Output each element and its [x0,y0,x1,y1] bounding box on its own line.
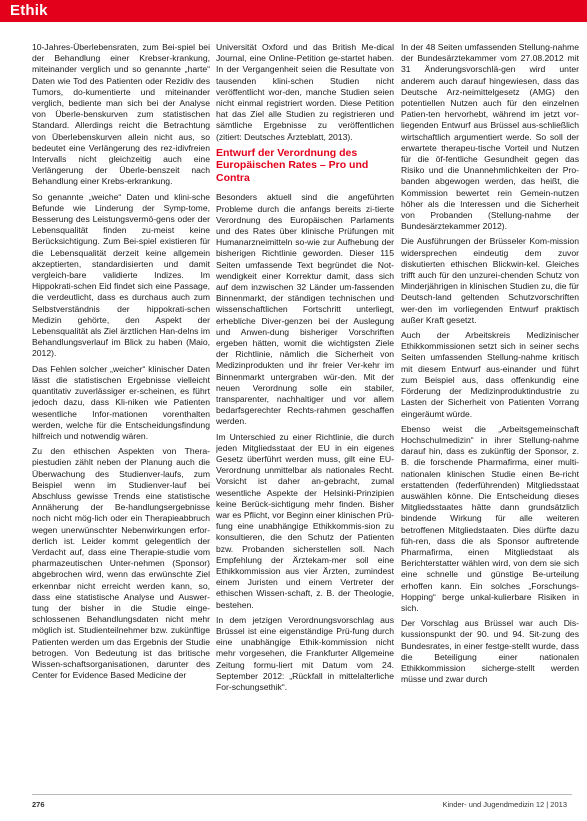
paragraph: Besonders aktuell sind die angeführten Probleme durch die anfangs bereits zi-tierte Verordnung des Europäischen Parlaments und des Rates über klinische Prüfungen mit Humanarzneimitteln so-wie zur Aufhebung der bisherigen Richtlinie geworden. Dieser 115 Seiten umfassende Text begründet die Not-wendigkeit einer Korrektur damit, dass sich auf dem inzwischen 32 Länder um-fassenden Binnenmarkt, der ständigen technischen und wissenschaftlichen Fortschritt unterliegt, erhebliche Diver-genzen bei der Auslegung und Anwen-dung bisheriger Vorschriften ergeben hätten, womit die wichtigsten Ziele der Richtlinie, nämlich die Sicherheit von Medizinprodukten und ihr freier Ver-kehr im Binnenmarkt untergraben wür-den. Mit der neuen Verordnung solle ein stabiler, transparenter, nachhaltiger und vor allem bedarfsgerechter Rechts-rahmen geschaffen werden. [216,192,394,427]
column-1 [32,42,210,790]
paragraph: Im Unterschied zu einer Richtlinie, die durch jeden Mitgliedsstaat der EU in ein eigenes Gesetz überführt werden muss, gilt eine EU-Verordnung unmittelbar als nationales Recht. Vorsicht ist daher an-gebracht, zumal wesentliche Aspekte der Helsinki-Prinzipien keine Berück-sichtigung mehr finden. Bisher war es Pflicht, vor Beginn einer klinischen Prü-fung eine unabhängige Ethikkommis-sion zu konsultieren, die den Schutz der Patienten bzw. Probanden sicherstellen soll. Nach Empfehlung der Ärztekam-mer soll eine Ethikkommission aus vier Ärzten, zumindest einem Juristen und einem Vertreter der ethischen Wissen-schaft, z. B. der Theologie, bestehen. [216,431,394,610]
paragraph: So genannte „weiche“ Daten und klini-sche Befunde wie Linderung der Symp-tome, Besserung des Leistungsvermö-gens oder der Lebensqualität finden zu-meist keine Berücksichtigung. Zum Bei-spiel existieren für die Lebensqualität derzeit keine allgemein akzeptierten, standardisierten und damit vergleich-bare validierte Indizes. Im Hippokrati-schen Eid findet sich eine Passage, die verdeutlicht, dass es durchaus auch zum Selbstverständnis der hippokrati-schen Medizin gehörte, den Aspekt der Lebensqualität als Ziel ärztlichen Han-delns im Behandlungsverlauf im Blick zu haben (Maio, 2012). [32,191,210,359]
journal-citation: Kinder- und Jugendmedizin 12 | 2013 [442,800,567,809]
section-header-bar [0,0,587,22]
column-3 [401,42,579,790]
paragraph: Die Ausführungen der Brüsseler Kom-mission widersprechen eindeutig dem zuvor diskutierten ethischen Blickwin-kel. Gleiches trifft auch für den unzurei-chenden Schutz von Minderjährigen in klinischen Studien zu, die für Deutsch-land geltenden Schutzvorschriften wer-den im vorliegenden Entwurf praktisch außer Kraft gesetzt. [401,236,579,325]
paragraph: Zu den ethischen Aspekten von Thera-piestudien zählt neben der Planung auch die Überwachung des Studienver-laufs, zum Beispiel wenn im Studienver-lauf bei Abschluss gewisse Trends eine statistische Annäherung der Be-handlungsergebnisse noch nicht mög-lich oder ein Therapieabbruch wegen unerwünschter Nebenwirkungen erfor-derlich ist. Leider kommt gelegentlich der Verdacht auf, dass eine Therapie-studie vom pharmazeutischen Unter-nehmen (Sponsor) abgebrochen wird, wenn das erwünschte Ziel erkennbar nicht erreicht werden kann, so, dass eine statistische Analyse und Auswer-tung der bisher in die Studie einge-schlossenen Behandlungsdaten nicht mehr möglich ist. Studienteilnehmer bzw. zukünftige Patienten werden um das Ergebnis der Studie betrogen. Von Bedeutung ist das britische Wissen-schaftsorganisationen, darunter des Center for Evidence Based Medicine der [32,446,210,681]
paragraph: 10-Jahres-Überlebensraten, zum Bei-spiel bei der Behandlung einer Krebser-krankung, miteinander verglich und so genannte „harte“ Daten wie Tod des Patienten oder Rezidiv des Tumors, do-kumentierte und miteinander verglich, bediente man sich bei der Analyse von Überle-benskurven zum statistischen Standard. Allerdings reicht die Betrachtung von Überlebenskurven allein nicht aus, so bedeutet eine Verlängerung des rez-idivfreien Intervalls nicht gleichzeitig auch eine Verlängerung der Überle-benszeit nach Behandlung einer Krebs-erkrankung. [32,42,210,187]
paragraph: Auch der Arbeitskreis Medizinischer Ethikkommissionen setzt sich in seiner sechs Seiten umfassenden Stellung-nahme kritisch mit diesem Entwurf aus-einander und führt zum Beispiel aus, dass offenkundig eine Förderung der Medizinproduktindustrie zu Lasten der Sicherheit von Patienten Vorrang eingeräumt würde. [401,330,579,419]
paragraph: In dem jetzigen Verordnungsvorschlag aus Brüssel ist eine eigenständige Prü-fung durch eine unabhängige Ethik-kommission nicht mehr vorgesehen, die Frankfurter Allgemeine Zeitung formu-liert mit Datum vom 24. September 2012: „Rückfall in mittelalterliche For-schungsethik“. [216,614,394,693]
column-2 [216,42,394,790]
paragraph: Universität Oxford und das British Me-dical Journal, eine Online-Petition ge-startet haben. In der Vergangenheit seien die Resultate von tausenden klini-schen Studien nicht veröffentlicht wor-den, manche Studien seien nicht einmal registriert worden. Diese Petition hat das Ziel alle Studien zu registrieren und sämtliche Ergebnisse zu veröffentlichen (zitiert: Deutsches Ärzteblatt, 2013). [216,42,394,142]
paragraph: Der Vorschlag aus Brüssel war auch Dis-kussionspunkt der 90. und 94. Sit-zung des Bundesrates, in einer festge-stellt wurde, dass die Beteiligung einer nationalen Ethikkommission sicherge-stellt werden müsse und zwar durch [401,618,579,685]
section-title: Ethik [10,2,48,19]
footer-divider [32,794,572,795]
page-number: 276 [32,800,45,809]
paragraph: Das Fehlen solcher „weicher“ klinischer Daten lässt die statistischen Ergebnisse vielleicht quantitativ zuverlässiger er-scheinen, es führt jedoch dazu, dass Kli-niken wie Patienten wesentliche Infor-mationen vorenthalten werden, welche für die Entscheidungsfindung hilfreich und notwendig wären. [32,363,210,441]
subheading: Entwurf der Verordnung des Europäischen Rates – Pro und Contra [216,146,369,184]
paragraph: Ebenso weist die „Arbeitsgemeinschaft Hochschulmedizin“ in ihrer Stellung-nahme darauf hin, dass es zukünftig der Sponsor, z. B. die forschende Pharmafirma, einer multi-nationalen klinischen Studie einen Be-richt erstattenden (federführenden) Mitgliedsstaat auswählen könne. Die Entscheidung dieses Mitgliedsstaates hätte dann grundsätzlich bindende Wirkung für alle weiteren betroffenen Mitgliedstaaten. Dies dürfte dazu füh-ren, dass die als Sponsor auftretende Pharmafirma, einen Mitgliedstaat als Berichterstatter wählen wird, von dem sie sich eine schnelle und günstige Be-urteilung erhoffen kann. Ein solches „Forschungs-Hopping“ berge unkal-kulierbare Risiken in sich. [401,423,579,613]
paragraph: In der 48 Seiten umfassenden Stellung-nahme der Bundesärztekammer vom 27.08.2012 mit 31 Änderungsvorschlä-gen wird unter anderem auch darauf hingewiesen, dass das Deutsche Arz-neimittelgesetz (AMG) den potentiellen Nutzen auch für den einzelnen Patien-ten hervorhebt, während im jetzt vor-liegenden Entwurf aus Brüssel aus-schließlich wirtschaftlich argumentiert werde. So soll der erwartete therapeu-tische Vorteil und Nutzen für die öf-fentliche Gesundheit gegen das Risiko und die Unannehmlichkeiten der Pro-banden abgewogen werden, das heißt, die Kommission bewertet rein Gemein-nutzen höher als die Interessen und die Sicherheit von Probanden (Stellung-nahme der Bundesärztekammer 2012). [401,42,579,232]
